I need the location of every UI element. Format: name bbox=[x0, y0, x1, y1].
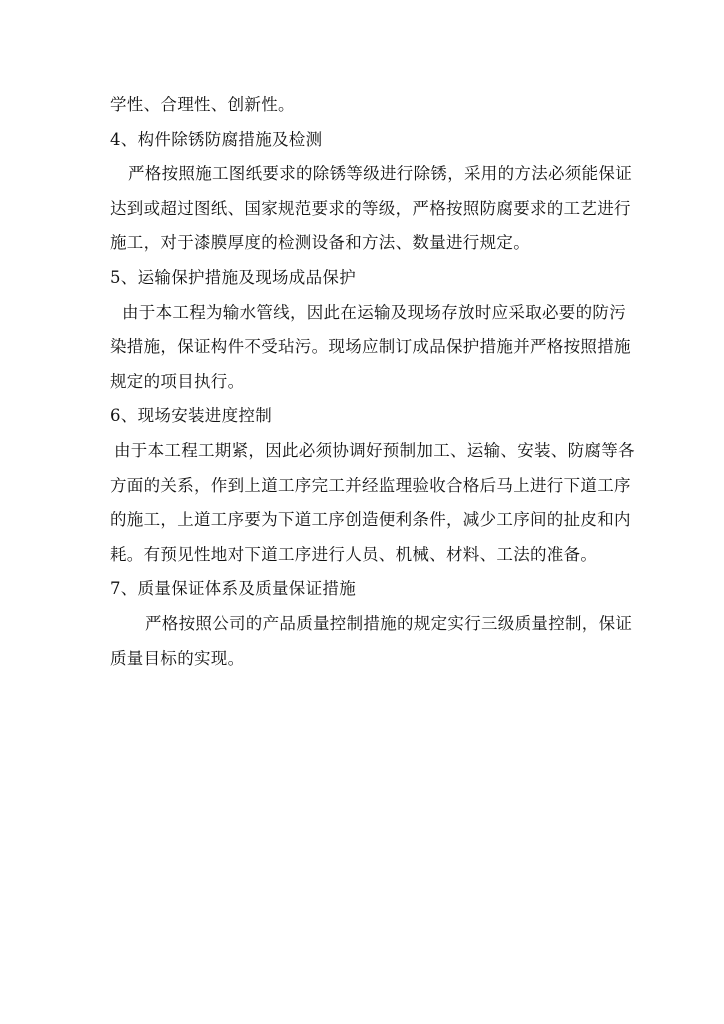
section-heading-5: 5、运输保护措施及现场成品保护 bbox=[110, 267, 356, 287]
paragraph-line: 学性、合理性、创新性。 bbox=[110, 95, 295, 114]
paragraph-line: 方面的关系，作到上道工序完工并经监理验收合格后马上进行下道工序 bbox=[110, 475, 631, 495]
paragraph-line: 严格按照公司的产品质量控制措施的规定实行三级质量控制，保证 bbox=[145, 613, 633, 633]
paragraph-line: 染措施，保证构件不受玷污。现场应制订成品保护措施并严格按照措施 bbox=[110, 337, 631, 357]
paragraph-line: 质量目标的实现。 bbox=[110, 648, 245, 668]
section-heading-4: 4、构件除锈防腐措施及检测 bbox=[110, 129, 323, 149]
paragraph-line: 由于本工程工期紧，因此必须协调好预制加工、运输、安装、防腐等各 bbox=[114, 440, 635, 460]
section-heading-6: 6、现场安装进度控制 bbox=[110, 406, 272, 426]
paragraph-line: 的施工，上道工序要为下道工序创造便利条件，减少工序间的扯皮和内 bbox=[110, 510, 631, 530]
paragraph-line: 由于本工程为输水管线，因此在运输及现场存放时应采取必要的防污 bbox=[122, 302, 626, 322]
paragraph-line: 施工，对于漆膜厚度的检测设备和方法、数量进行规定。 bbox=[110, 233, 530, 253]
paragraph-line: 耗。有预见性地对下道工序进行人员、机械、材料、工法的准备。 bbox=[110, 544, 598, 564]
paragraph-line: 规定的项目执行。 bbox=[110, 371, 245, 391]
paragraph-line: 达到或超过图纸、国家规范要求的等级，严格按照防腐要求的工艺进行 bbox=[110, 198, 631, 218]
section-heading-7: 7、质量保证体系及质量保证措施 bbox=[110, 579, 356, 599]
document-body bbox=[110, 88, 650, 676]
paragraph-line: 严格按照施工图纸要求的除锈等级进行除锈，采用的方法必须能保证 bbox=[128, 164, 632, 184]
